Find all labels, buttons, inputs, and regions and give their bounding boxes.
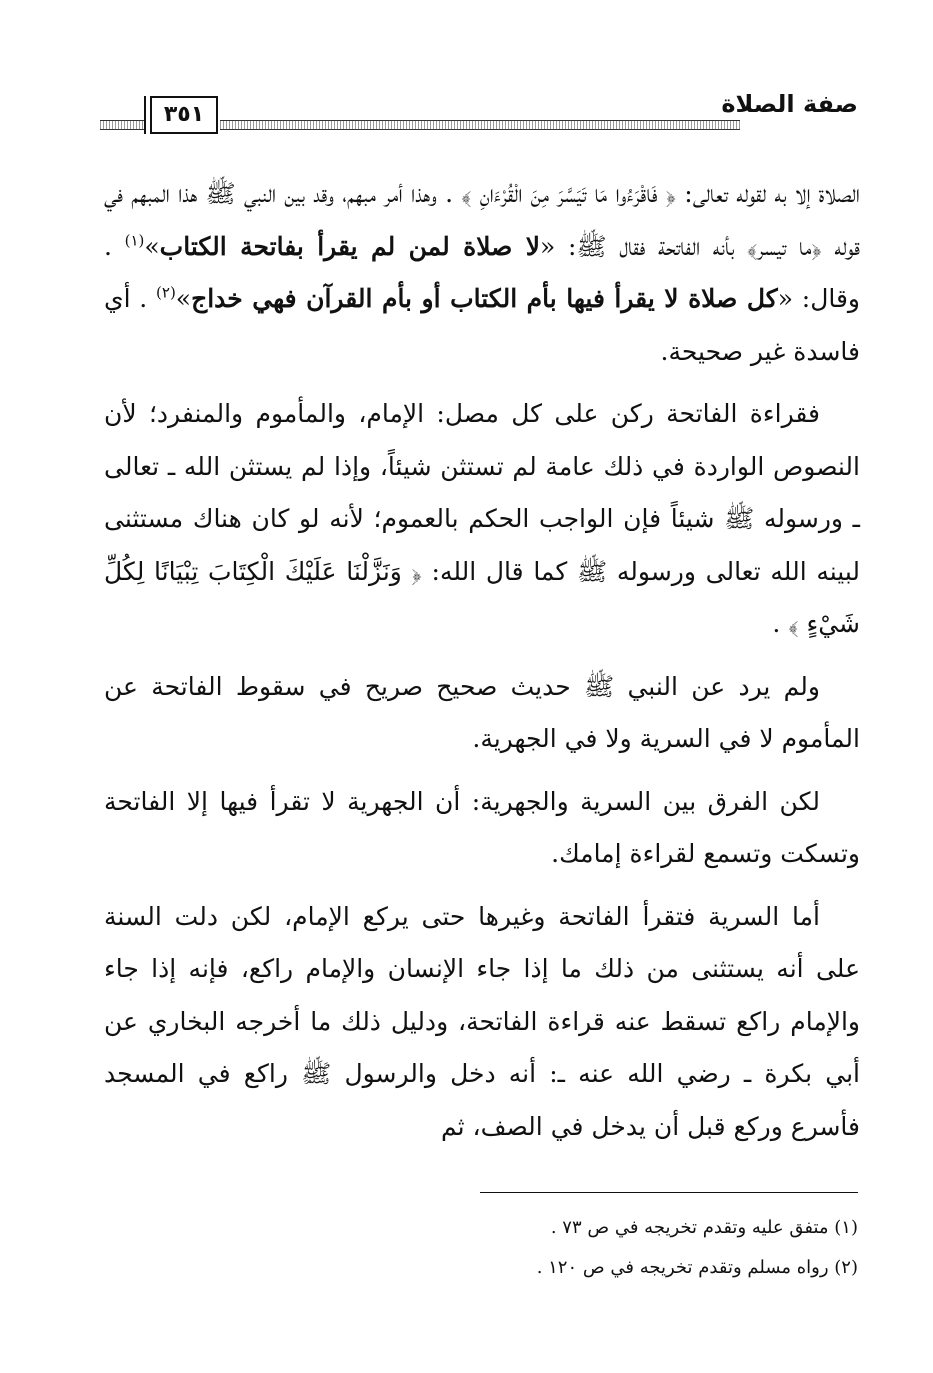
footnote-separator (480, 1192, 858, 1193)
header-rule-right (220, 120, 740, 130)
text-segment: . أي فاسدة غير صحيحة. (104, 284, 860, 366)
text-segment: » (144, 231, 160, 261)
text-segment: الصلاة إلا به لقوله تعالى: ﴿ فَاقْرَءُوا مَا تَيَسَّرَ مِنَ الْقُرْءَانِ ﴾ . وهذا أمر مبهم، وقد بين النبي ﷺ هذا المبهم في قوله ﴿ما تيسر﴾ بأنه الفاتحة فقال ﷺ: « (104, 179, 860, 261)
body-text (104, 168, 860, 1153)
text-segment: أما السرية فتقرأ الفاتحة وغيرها حتى يركع الإمام، لكن دلت السنة على أنه يستثنى من ذلك ما إذا جاء الإنسان والإمام راكع، فإنه إذا جاء والإمام راكع تسقط عنه قراءة الفاتحة، ودليل ذلك ما أخرجه البخاري عن أبي بكرة ـ رضي الله عنه ـ: أنه دخل والرسول ﷺ راكع في المسجد فأسرع وركع قبل أن يدخل في الصف، ثم (104, 901, 860, 1141)
footnotes (380, 1208, 858, 1288)
text-segment: . وقال: « (104, 231, 860, 313)
footnote-ref: (١) (124, 231, 145, 250)
text-segment: ولم يرد عن النبي ﷺ حديث صحيح صريح في سقوط الفاتحة عن المأموم لا في السرية ولا في الجهرية. (104, 671, 860, 753)
footnote: (١) متفق عليه وتقدم تخريجه في ص ٧٣ . (550, 1217, 858, 1238)
header-rule-left (100, 120, 144, 130)
text-segment: فقراءة الفاتحة ركن على كل مصل: الإمام، والمأموم والمنفرد؛ لأن النصوص الواردة في ذلك عامة لم تستثن شيئاً، وإذا لم يستثن الله ـ تعالى ـ ورسوله ﷺ شيئاً فإن الواجب الحكم بالعموم؛ لأنه لو كان هناك مستثنى لبينه الله تعالى ورسوله ﷺ كما قال الله: ﴿ وَنَزَّلْنَا عَلَيْكَ الْكِتَابَ تِبْيَانًا لِكُلِّ شَيْءٍ ﴾ . (104, 399, 860, 638)
hadith-text: لا صلاة لمن لم يقرأ بفاتحة الكتاب (159, 231, 541, 261)
hadith-text: كل صلاة لا يقرأ فيها بأم الكتاب أو بأم القرآن فهي خداج (191, 284, 778, 313)
paragraph (104, 168, 860, 378)
paragraph (104, 388, 860, 651)
footnote: (٢) رواه مسلم وتقدم تخريجه في ص ١٢٠ . (536, 1257, 858, 1278)
paragraph (104, 891, 860, 1154)
footnote-ref: (٢) (156, 283, 176, 302)
text-segment: لكن الفرق بين السرية والجهرية: أن الجهرية لا تقرأ فيها إلا الفاتحة وتسكت وتسمع لقراءة إمامك. (104, 786, 860, 868)
page-number: ٣٥١ (150, 96, 218, 134)
page-header (100, 88, 860, 138)
text-segment: » (175, 284, 192, 313)
paragraph (104, 661, 860, 766)
paragraph (104, 776, 860, 881)
running-title: صفة الصلاة (721, 90, 858, 118)
